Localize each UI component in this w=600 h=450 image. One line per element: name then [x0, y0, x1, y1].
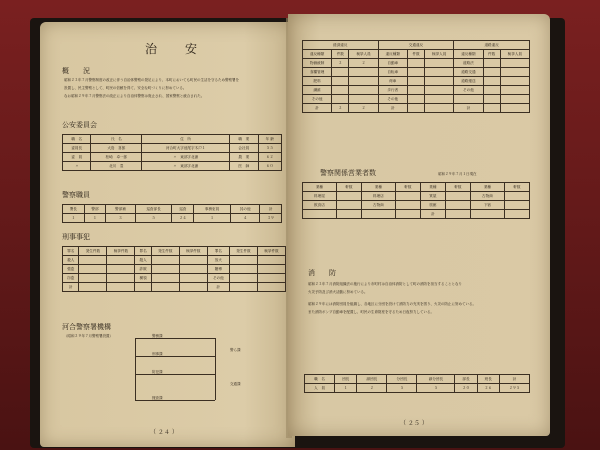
- org-node: 捜査課: [152, 396, 163, 400]
- table-cell: [332, 95, 349, 104]
- table-cell: [151, 274, 179, 283]
- section-heading-commission: 公安委員会: [62, 121, 97, 129]
- table-cell: 医 師: [230, 162, 258, 171]
- table-cell: ５: [135, 214, 172, 223]
- table-header: 発生件数: [151, 247, 179, 256]
- business-date: 昭和２９年７月１日現在: [438, 172, 477, 176]
- table-cell: [504, 192, 529, 201]
- table-header: 検挙件数: [179, 247, 207, 256]
- table-cell: 殺人: [63, 256, 79, 265]
- table-cell: [303, 210, 337, 219]
- table-cell: ６２: [258, 153, 281, 162]
- table-cell: ２６: [477, 384, 499, 393]
- business-table: [302, 182, 530, 219]
- table-cell: [425, 59, 454, 68]
- body-text: なお昭和２９年７月警察法の改正により自治体警察は廃止され、国家警察と統合された。: [64, 94, 205, 98]
- table-cell: 放火: [207, 256, 229, 265]
- table-header: 班長: [477, 375, 499, 384]
- table-cell: [257, 283, 285, 292]
- section-heading-fire: 消 防: [308, 269, 336, 277]
- table-header: 警部補: [106, 205, 135, 214]
- table-header: 罪名: [135, 247, 151, 256]
- table-cell: 計: [63, 283, 79, 292]
- table-cell: ２: [332, 104, 349, 113]
- table-cell: [483, 77, 500, 86]
- table-cell: [229, 283, 257, 292]
- table-header: 軒数: [504, 183, 529, 192]
- table-cell: [107, 265, 135, 274]
- table-cell: 古物商: [361, 201, 395, 210]
- fire-brigade-table: [304, 374, 530, 393]
- table-cell: ５５: [258, 144, 281, 153]
- table-header: 署長: [63, 205, 85, 214]
- table-cell: ３: [106, 214, 135, 223]
- page-number: （ ２５ ）: [400, 420, 428, 427]
- table-cell: [407, 104, 424, 113]
- table-cell: [151, 256, 179, 265]
- table-header: 職 業: [230, 135, 258, 144]
- table-cell: [229, 274, 257, 283]
- org-node: 防犯課: [152, 370, 163, 374]
- table-cell: ５: [417, 384, 455, 393]
- table-cell: [336, 192, 361, 201]
- org-connector: [135, 338, 215, 339]
- table-header: 違反種類: [454, 50, 483, 59]
- table-header: 計: [260, 205, 282, 214]
- table-cell: [151, 265, 179, 274]
- table-header: 巡査部長: [135, 205, 172, 214]
- table-header: 計: [499, 375, 529, 384]
- table-cell: [79, 283, 107, 292]
- table-cell: 賭博: [207, 265, 229, 274]
- table-cell: [79, 265, 107, 274]
- table-cell: [407, 95, 424, 104]
- table-header: 年 齢: [258, 135, 281, 144]
- table-cell: [500, 86, 529, 95]
- table-cell: [425, 95, 454, 104]
- table-cell: [336, 210, 361, 219]
- table-cell: [483, 59, 500, 68]
- section-heading-staff: 警察職員: [62, 191, 90, 199]
- table-header: 交通違反: [378, 41, 454, 50]
- table-cell: ６０: [258, 162, 281, 171]
- table-cell: １: [194, 214, 231, 223]
- org-connector: [135, 338, 136, 400]
- table-header: 件数: [332, 50, 349, 59]
- table-header: 検挙件数: [257, 247, 285, 256]
- table-cell: その他: [207, 274, 229, 283]
- table-header: 検挙人員: [349, 50, 378, 59]
- case-table: [62, 246, 286, 292]
- table-header: 副分団長: [417, 375, 455, 384]
- table-cell: [79, 274, 107, 283]
- table-cell: 計: [420, 210, 445, 219]
- section-heading-organization: 河合警察署機構: [62, 323, 111, 331]
- table-cell: [425, 86, 454, 95]
- table-cell: [229, 256, 257, 265]
- table-header: 事務吏員: [194, 205, 231, 214]
- table-header: 軒数: [336, 183, 361, 192]
- table-header: 業種: [420, 183, 445, 192]
- table-cell: その他: [303, 95, 332, 104]
- org-connector: [215, 338, 216, 400]
- table-header: 団長: [335, 375, 357, 384]
- table-cell: 殺人: [135, 256, 151, 265]
- table-cell: 〃: [63, 162, 91, 171]
- table-cell: 詐欺: [135, 265, 151, 274]
- table-cell: [151, 283, 179, 292]
- table-cell: 肥料: [303, 77, 332, 86]
- table-cell: [483, 104, 500, 113]
- table-cell: ２: [349, 104, 378, 113]
- left-page: [40, 22, 295, 447]
- table-cell: [425, 77, 454, 86]
- table-cell: [336, 201, 361, 210]
- org-node: 交通課: [230, 382, 241, 386]
- table-cell: [483, 86, 500, 95]
- table-cell: [425, 104, 454, 113]
- table-cell: 道路交通: [454, 68, 483, 77]
- table-cell: [454, 95, 483, 104]
- body-text: 設置し、民主警察として、町民の信頼を得て、安全な町づくりに努めている。: [64, 86, 187, 90]
- table-cell: [349, 95, 378, 104]
- table-cell: 委 員: [63, 153, 91, 162]
- table-cell: 食糧管理: [303, 68, 332, 77]
- table-cell: その他: [378, 95, 407, 104]
- table-cell: [79, 256, 107, 265]
- table-cell: 会社員: [230, 144, 258, 153]
- table-cell: [179, 256, 207, 265]
- table-header: 罪名: [207, 247, 229, 256]
- table-cell: ５: [387, 384, 417, 393]
- page-title: 治 安: [145, 42, 206, 56]
- table-cell: [500, 59, 529, 68]
- table-cell: [500, 104, 529, 113]
- table-cell: [504, 210, 529, 219]
- violation-table: [302, 40, 530, 113]
- table-cell: [332, 68, 349, 77]
- table-header: 経済違反: [303, 41, 379, 50]
- table-header: 業種: [361, 183, 395, 192]
- table-cell: 物価統制: [303, 59, 332, 68]
- table-cell: [445, 210, 470, 219]
- body-text: 昭和２３年７月警察制度の改正に伴う自治体警察の発足により、本町においても町民の生活を守るため警察署を: [64, 78, 239, 82]
- table-cell: 料理屋: [303, 192, 337, 201]
- table-cell: 道路運送: [454, 77, 483, 86]
- table-header: 氏 名: [91, 135, 142, 144]
- table-cell: [445, 192, 470, 201]
- table-header: 検挙人員: [500, 50, 529, 59]
- table-cell: [179, 283, 207, 292]
- table-cell: 強盗: [63, 265, 79, 274]
- table-cell: [257, 265, 285, 274]
- table-cell: [407, 59, 424, 68]
- table-cell: [504, 201, 529, 210]
- body-text: 火災予防及び消火活動に努めている。: [308, 290, 368, 294]
- table-header: 道路違反: [454, 41, 530, 50]
- table-header: 部長: [455, 375, 477, 384]
- org-node: 刑事課: [152, 352, 163, 356]
- table-header: 軒数: [445, 183, 470, 192]
- table-header: 検挙件数: [107, 247, 135, 256]
- table-cell: [483, 68, 500, 77]
- table-cell: [332, 86, 349, 95]
- table-cell: 大島 喜郎: [91, 144, 142, 153]
- section-heading-overview: 概 況: [62, 67, 90, 75]
- table-cell: ２４: [172, 214, 194, 223]
- table-header: 軒数: [395, 183, 420, 192]
- table-header: 副団長: [357, 375, 387, 384]
- table-header: 住 所: [142, 135, 230, 144]
- table-cell: 自転車: [378, 68, 407, 77]
- table-header: 発生件数: [79, 247, 107, 256]
- table-cell: [179, 274, 207, 283]
- table-cell: [257, 256, 285, 265]
- table-cell: [470, 210, 504, 219]
- table-cell: 河合町大字池尾字木戸１: [142, 144, 230, 153]
- table-cell: 荷車: [378, 77, 407, 86]
- table-cell: [107, 283, 135, 292]
- table-cell: [349, 86, 378, 95]
- table-cell: 下宿: [470, 201, 504, 210]
- section-heading-business: 警察関係営業者数: [320, 169, 376, 177]
- table-cell: 〃 東部字北浦: [142, 162, 230, 171]
- table-header: 業種: [470, 183, 504, 192]
- body-text: 昭和２９年には消防団員を組織し、各地区に分団を設けて消防力の充実を図り、火災の防止に努めている。: [308, 302, 476, 306]
- table-cell: [332, 77, 349, 86]
- table-cell: 旅館: [420, 201, 445, 210]
- table-cell: [107, 256, 135, 265]
- table-cell: 歩行者: [378, 86, 407, 95]
- table-cell: [395, 201, 420, 210]
- table-cell: [407, 86, 424, 95]
- table-header: 分団長: [387, 375, 417, 384]
- table-header: 職 名: [305, 375, 335, 384]
- table-cell: ２: [332, 59, 349, 68]
- section-heading-cases: 刑事事犯: [62, 233, 90, 241]
- commission-table: [62, 134, 282, 171]
- table-cell: [349, 77, 378, 86]
- table-cell: 北川 豊: [91, 162, 142, 171]
- table-cell: 飲食店: [303, 201, 337, 210]
- table-cell: 〃 東部字北浦: [142, 153, 230, 162]
- table-cell: 農 業: [230, 153, 258, 162]
- table-cell: 人 員: [305, 384, 335, 393]
- table-cell: １: [63, 214, 85, 223]
- table-cell: [135, 283, 151, 292]
- table-header: 警部: [84, 205, 106, 214]
- table-cell: [107, 274, 135, 283]
- org-node: 警ら課: [230, 348, 241, 352]
- table-cell: 道路法: [454, 59, 483, 68]
- org-connector: [135, 374, 215, 375]
- table-cell: [257, 274, 285, 283]
- table-cell: [483, 95, 500, 104]
- table-cell: １: [84, 214, 106, 223]
- table-header: 違反種類: [303, 50, 332, 59]
- table-header: 巡査: [172, 205, 194, 214]
- org-connector: [135, 356, 215, 357]
- page-number: （ ２４ ）: [150, 429, 178, 436]
- table-cell: ２: [357, 384, 387, 393]
- table-header: 件数: [483, 50, 500, 59]
- body-text: また消防ポンプ自動車を配置し、町民の生命財産を守るため日夜努力している。: [308, 310, 434, 314]
- table-cell: [500, 68, 529, 77]
- table-cell: ３９: [260, 214, 282, 223]
- table-header: 其の他: [231, 205, 260, 214]
- table-cell: [425, 68, 454, 77]
- table-cell: 料理店: [361, 192, 395, 201]
- table-cell: [361, 210, 395, 219]
- table-cell: [407, 77, 424, 86]
- table-cell: 質屋: [420, 192, 445, 201]
- table-cell: 計: [207, 283, 229, 292]
- table-cell: 委員長: [63, 144, 91, 153]
- table-cell: [407, 68, 424, 77]
- table-cell: ２: [349, 59, 378, 68]
- org-connector: [135, 400, 215, 401]
- table-cell: [500, 77, 529, 86]
- table-header: 罪名: [63, 247, 79, 256]
- org-subtitle: （昭和２９年７月警察署設置）: [64, 334, 113, 338]
- table-header: 職 名: [63, 135, 91, 144]
- table-cell: [229, 265, 257, 274]
- table-cell: 計: [378, 104, 407, 113]
- table-cell: 横領: [135, 274, 151, 283]
- right-page: [288, 14, 550, 436]
- table-cell: 計: [454, 104, 483, 113]
- body-text: 昭和２３年７月消防組織法の施行により市町村は自治体消防として町の消防を担当することとなり: [308, 282, 462, 286]
- table-cell: [445, 201, 470, 210]
- table-cell: 計: [303, 104, 332, 113]
- table-cell: 窃盗: [63, 274, 79, 283]
- table-header: 業種: [303, 183, 337, 192]
- table-cell: ４: [231, 214, 260, 223]
- table-cell: [395, 192, 420, 201]
- table-cell: [179, 265, 207, 274]
- table-header: 件数: [407, 50, 424, 59]
- table-cell: [500, 95, 529, 104]
- table-header: 発生件数: [229, 247, 257, 256]
- table-header: 検挙人員: [425, 50, 454, 59]
- table-header: 違反種類: [378, 50, 407, 59]
- table-cell: 自動車: [378, 59, 407, 68]
- table-cell: １: [335, 384, 357, 393]
- table-cell: 古物商: [470, 192, 504, 201]
- table-cell: 松崎 卓一郎: [91, 153, 142, 162]
- table-cell: その他: [454, 86, 483, 95]
- staff-table: [62, 204, 282, 223]
- table-cell: ２０: [455, 384, 477, 393]
- table-cell: ２９５: [499, 384, 529, 393]
- org-node: 警務課: [152, 334, 163, 338]
- table-cell: [349, 68, 378, 77]
- table-cell: 繊維: [303, 86, 332, 95]
- table-cell: [395, 210, 420, 219]
